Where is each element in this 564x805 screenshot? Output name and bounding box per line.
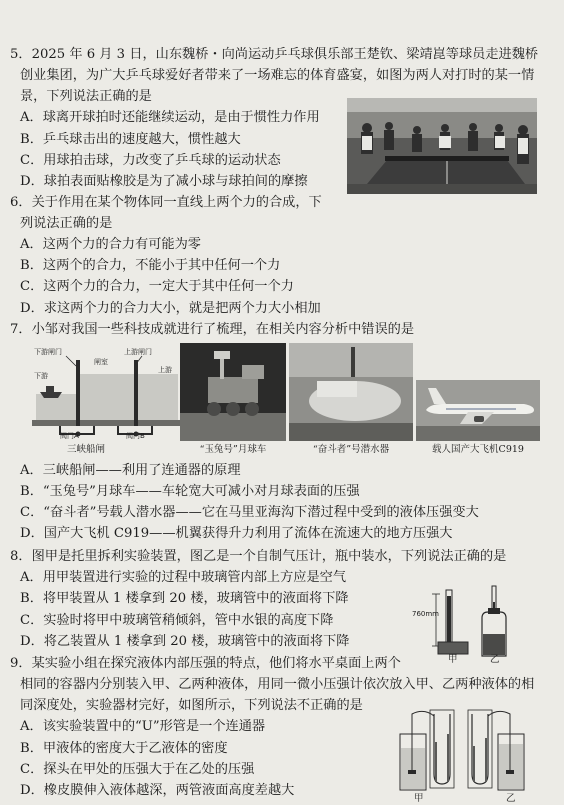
q8-option-d: D．将乙装置从 1 楼拿到 20 楼，玻璃管中的液面将下降 [20,634,350,649]
caption-ship-lock: 三峡船闸 [66,444,105,455]
q5-option-d: D．球拍表面贴橡胶是为了减小球与球拍间的摩擦 [20,174,308,189]
q9-option-c: C．探头在甲处的压强大于在乙处的压强 [20,762,255,777]
q7-stem: 7．小邹对我国一些科技成就进行了梳理，在相关内容分析中错误的是 [10,322,415,337]
q9-stem-line-1: 9．某实验小组在探究液体内部压强的特点，他们将水平桌面上两个 [10,656,401,671]
label-jia-q9: 甲 [414,793,424,804]
q9-stem-line-2: 相同的容器内分别装入甲、乙两种液体，用同一微小压强计依次放入甲、乙两种液体的相 [20,677,535,692]
q5-stem-line-1: 5．2025 年 6 月 3 日，山东魏桥・向尚运动乒乓球俱乐部王楚钦、梁靖崑等球员走进魏桥 [10,47,539,62]
q5-option-a: A．球离开球拍时还能继续运动，是由于惯性力作用 [20,110,320,125]
q8-stem: 8．图甲是托里拆利实验装置，图乙是一个自制气压计，瓶中装水，下列说法正确的是 [10,549,507,564]
q6-option-d: D．求这两个力的合力大小，就是把两个力大小相加 [20,301,321,316]
label-760mm: 760mm [412,610,439,618]
lock-label-up: 上游 [158,366,172,374]
lock-label-chamber: 闸室 [94,358,108,366]
q5-option-b: B．乒乓球击出的速度越大，惯性越大 [20,132,241,147]
q5-stem-line-3: 景，下列说法正确的是 [20,89,152,104]
caption-yutu-rover: “玉兔号”月球车 [199,444,267,455]
q6-option-c: C．这两个力的合力，一定大于其中任何一个力 [20,279,294,294]
c919-plane-photo [416,380,540,441]
q8-option-c: C．实验时将甲中玻璃管稍倾斜，管中水银的高度下降 [20,613,334,628]
lock-label-valve-a: 阀门A [60,432,79,440]
ship-lock-diagram [30,346,182,442]
lock-label-valve-b: 阀门B [126,432,145,440]
q7-option-d: D．国产大飞机 C919——机翼获得升力利用了流体在流速大的地方压强大 [20,526,453,541]
q6-option-a: A．这两个力的合力有可能为零 [20,237,201,252]
q8-option-b: B．将甲装置从 1 楼拿到 20 楼，玻璃管中的液面将下降 [20,591,349,606]
q7-option-b: B．“玉兔号”月球车——车轮宽大可减小对月球表面的压强 [20,484,360,499]
lock-label-down-gate: 下游闸门 [34,348,62,356]
yutu-rover-photo [180,343,286,441]
caption-fendouzhe: “奋斗者”号潜水器 [312,444,390,455]
label-yi-q9: 乙 [506,793,516,804]
q6-stem-line-1: 6．关于作用在某个物体同一直线上两个力的合成，下 [10,195,322,210]
q9-stem-line-3: 同深度处，实验器材完好，如图所示，下列说法不正确的是 [20,698,363,713]
caption-c919: 载人国产大飞机C919 [432,444,524,455]
q6-stem-line-2: 列说法正确的是 [20,216,113,231]
label-yi-q8: 乙 [490,654,500,664]
q7-option-c: C．“奋斗者”号载人潜水器——它在马里亚海沟下潜过程中受到的液体压强变大 [20,505,479,520]
label-jia-q8: 甲 [448,654,458,664]
lock-label-down: 下游 [34,372,48,380]
fendouzhe-submersible-photo [289,343,413,441]
q9-option-b: B．甲液体的密度大于乙液体的密度 [20,741,228,756]
q7-option-a: A．三峡船闸——利用了连通器的原理 [20,463,241,478]
q5-stem-line-2: 创业集团，为广大乒乓球爱好者带来了一场难忘的体育盛宴，如图为两人对打时的某一情 [20,68,535,83]
lock-label-up-gate: 上游闸门 [124,348,152,356]
q9-option-d: D．橡皮膜伸入液体越深，两管液面高度差越大 [20,783,295,798]
torricelli-barometer-figure [412,584,528,664]
q8-option-a: A．用甲装置进行实验的过程中玻璃管内部上方应是空气 [20,570,347,585]
q6-option-b: B．这两个的合力，不能小于其中任何一个力 [20,258,281,273]
pressure-gauge-figure [394,704,540,805]
q9-option-a: A．该实验装置中的“U”形管是一个连通器 [20,719,266,734]
table-tennis-photo [347,98,537,194]
q5-option-c: C．用球拍击球，力改变了乒乓球的运动状态 [20,153,281,168]
